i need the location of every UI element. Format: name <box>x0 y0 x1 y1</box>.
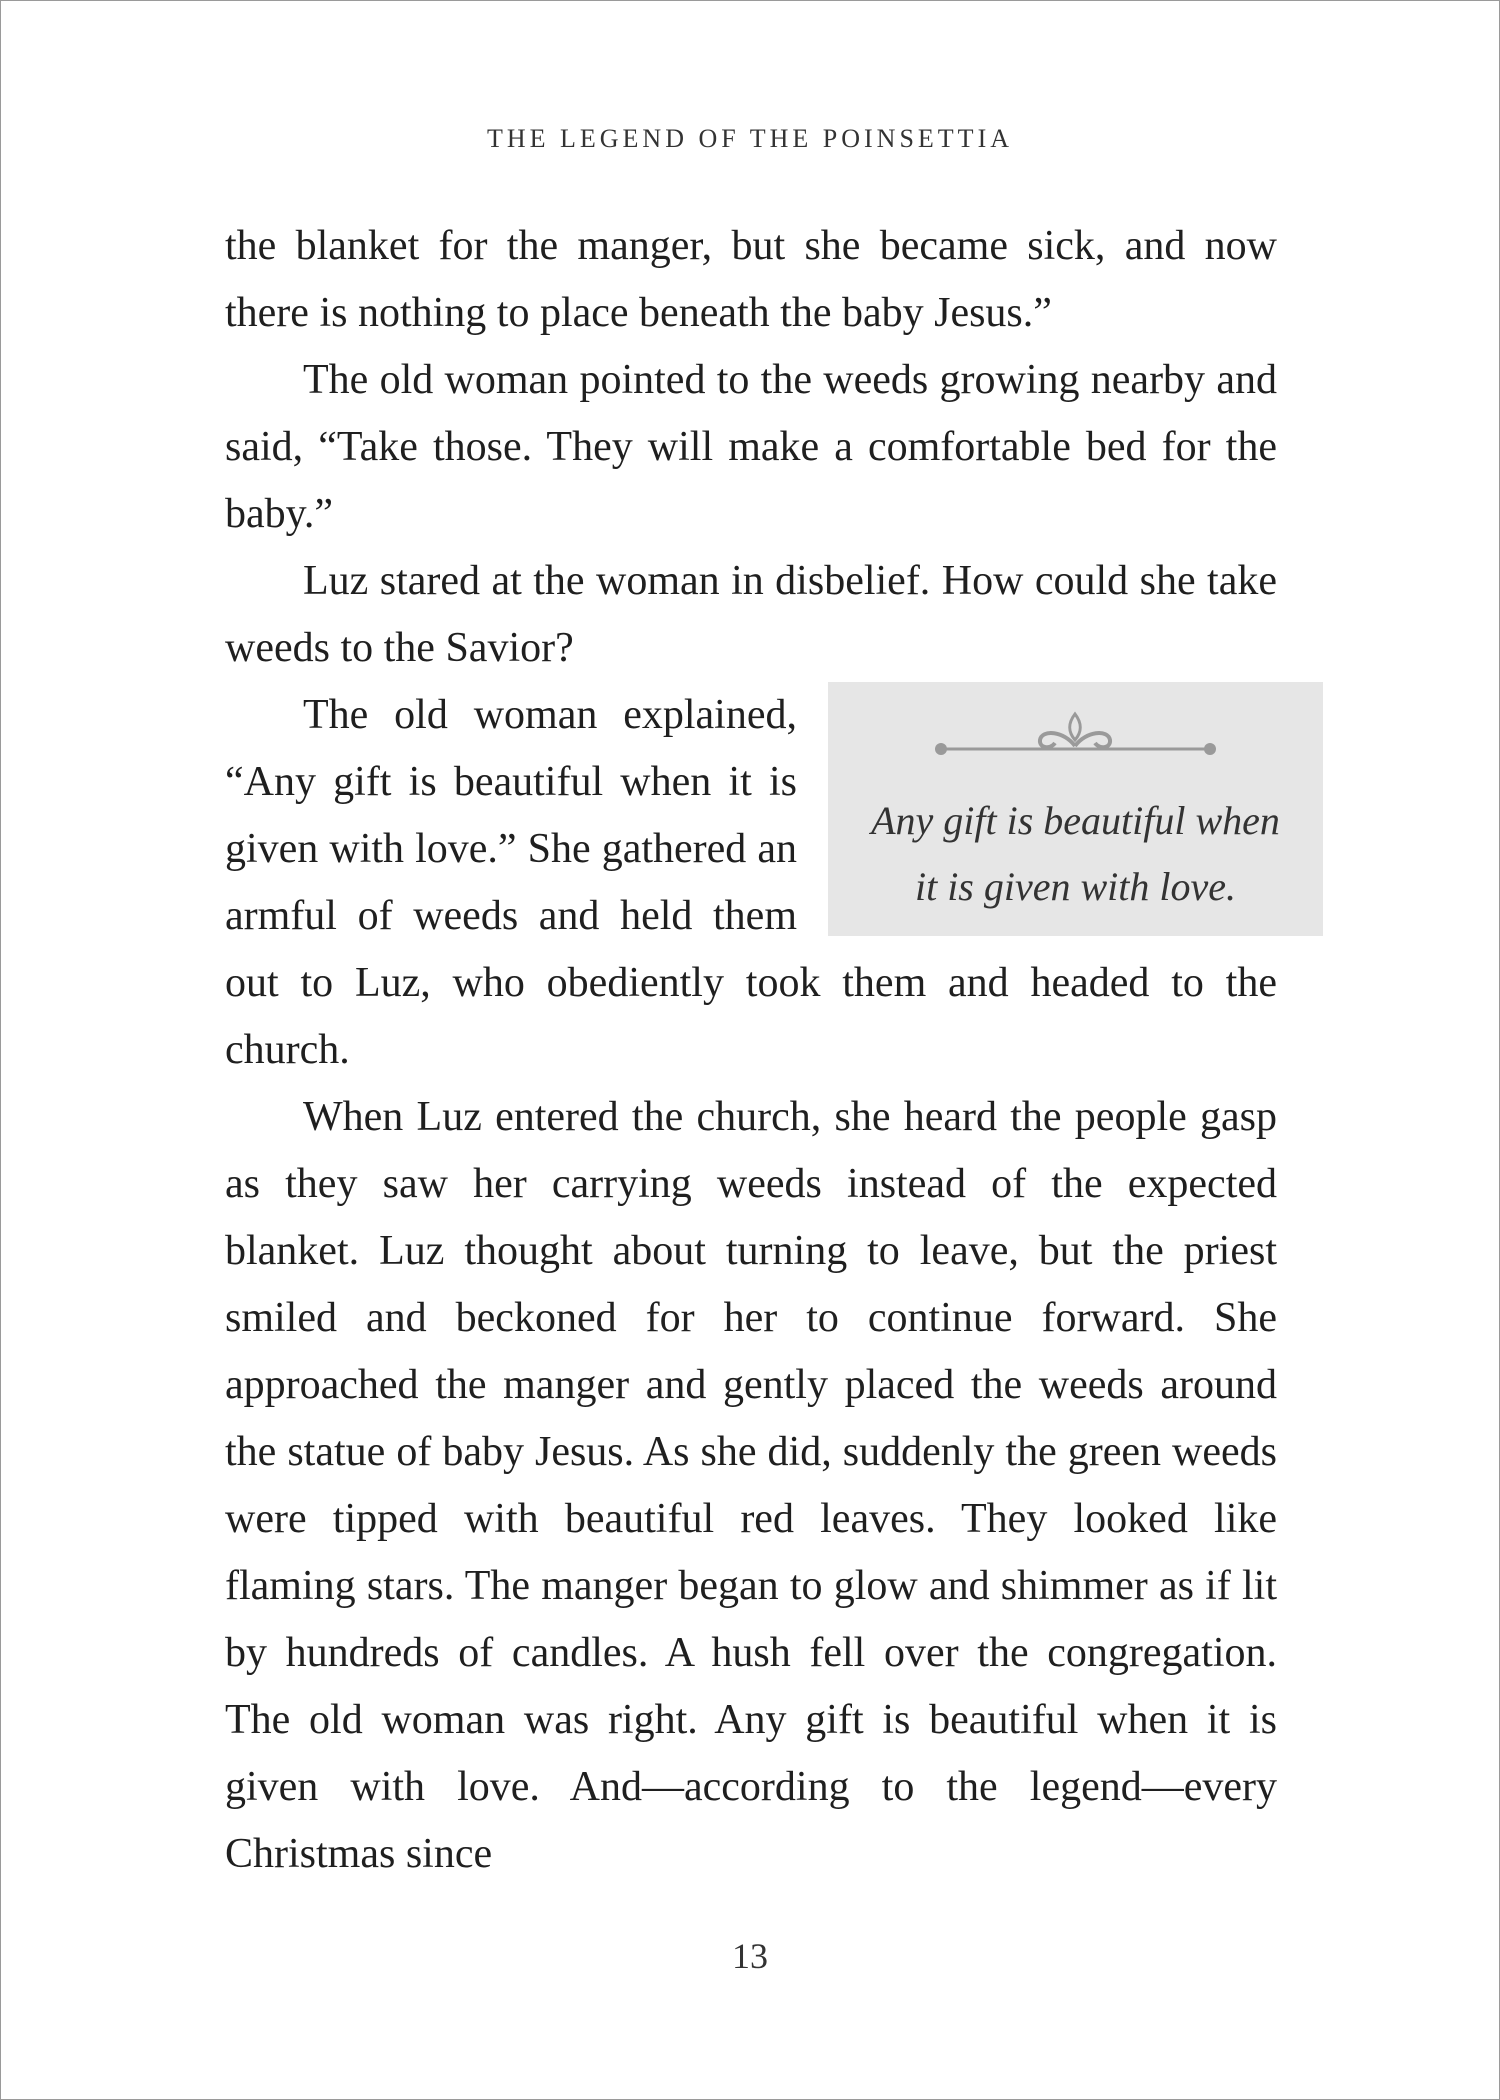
paragraph-5: When Luz entered the church, she heard the people gasp as they saw her carrying weeds instead of the expected blanket. Luz thought about turning to leave, but the priest smiled and beckoned for her to continue forward. She approached the manger and gently placed the weeds around the statue of baby Jesus. As she did, suddenly the green weeds were tipped with beautiful red leaves. They looked like flaming stars. The manger began to glow and shimmer as if lit by hundreds of candles. A hush fell over the congregation. The old woman was right. Any gift is beautiful when it is given with love. And—according to the legend—every Christmas since <box>225 1094 1277 1877</box>
body-text <box>225 213 1280 1888</box>
pull-quote-text <box>828 788 1323 920</box>
running-head: THE LEGEND OF THE POINSETTIA <box>486 124 1014 153</box>
scroll-ornament-icon <box>828 710 1323 760</box>
paragraph-3: Luz stared at the woman in disbelief. How could she take weeds to the Savior? <box>225 558 1277 671</box>
page-number: 13 <box>732 1936 768 1976</box>
pull-quote-line-1: Any gift is beautiful when <box>871 798 1280 843</box>
paragraph-2: The old woman pointed to the weeds growing nearby and said, “Take those. They will make a comfortable bed for the baby.” <box>225 357 1277 537</box>
pull-quote-line-2: it is given with love. <box>914 864 1237 909</box>
pull-quote <box>828 682 1323 936</box>
paragraph-1: the blanket for the manger, but she became sick, and now there is nothing to place beneath the baby Jesus.” <box>225 223 1277 336</box>
paragraph-4: The old woman explained, “Any gift is beautiful when it is given with love.” She gathered an armful of weeds and held them out to Luz, who obediently took them and headed to the church. <box>225 692 1277 1073</box>
